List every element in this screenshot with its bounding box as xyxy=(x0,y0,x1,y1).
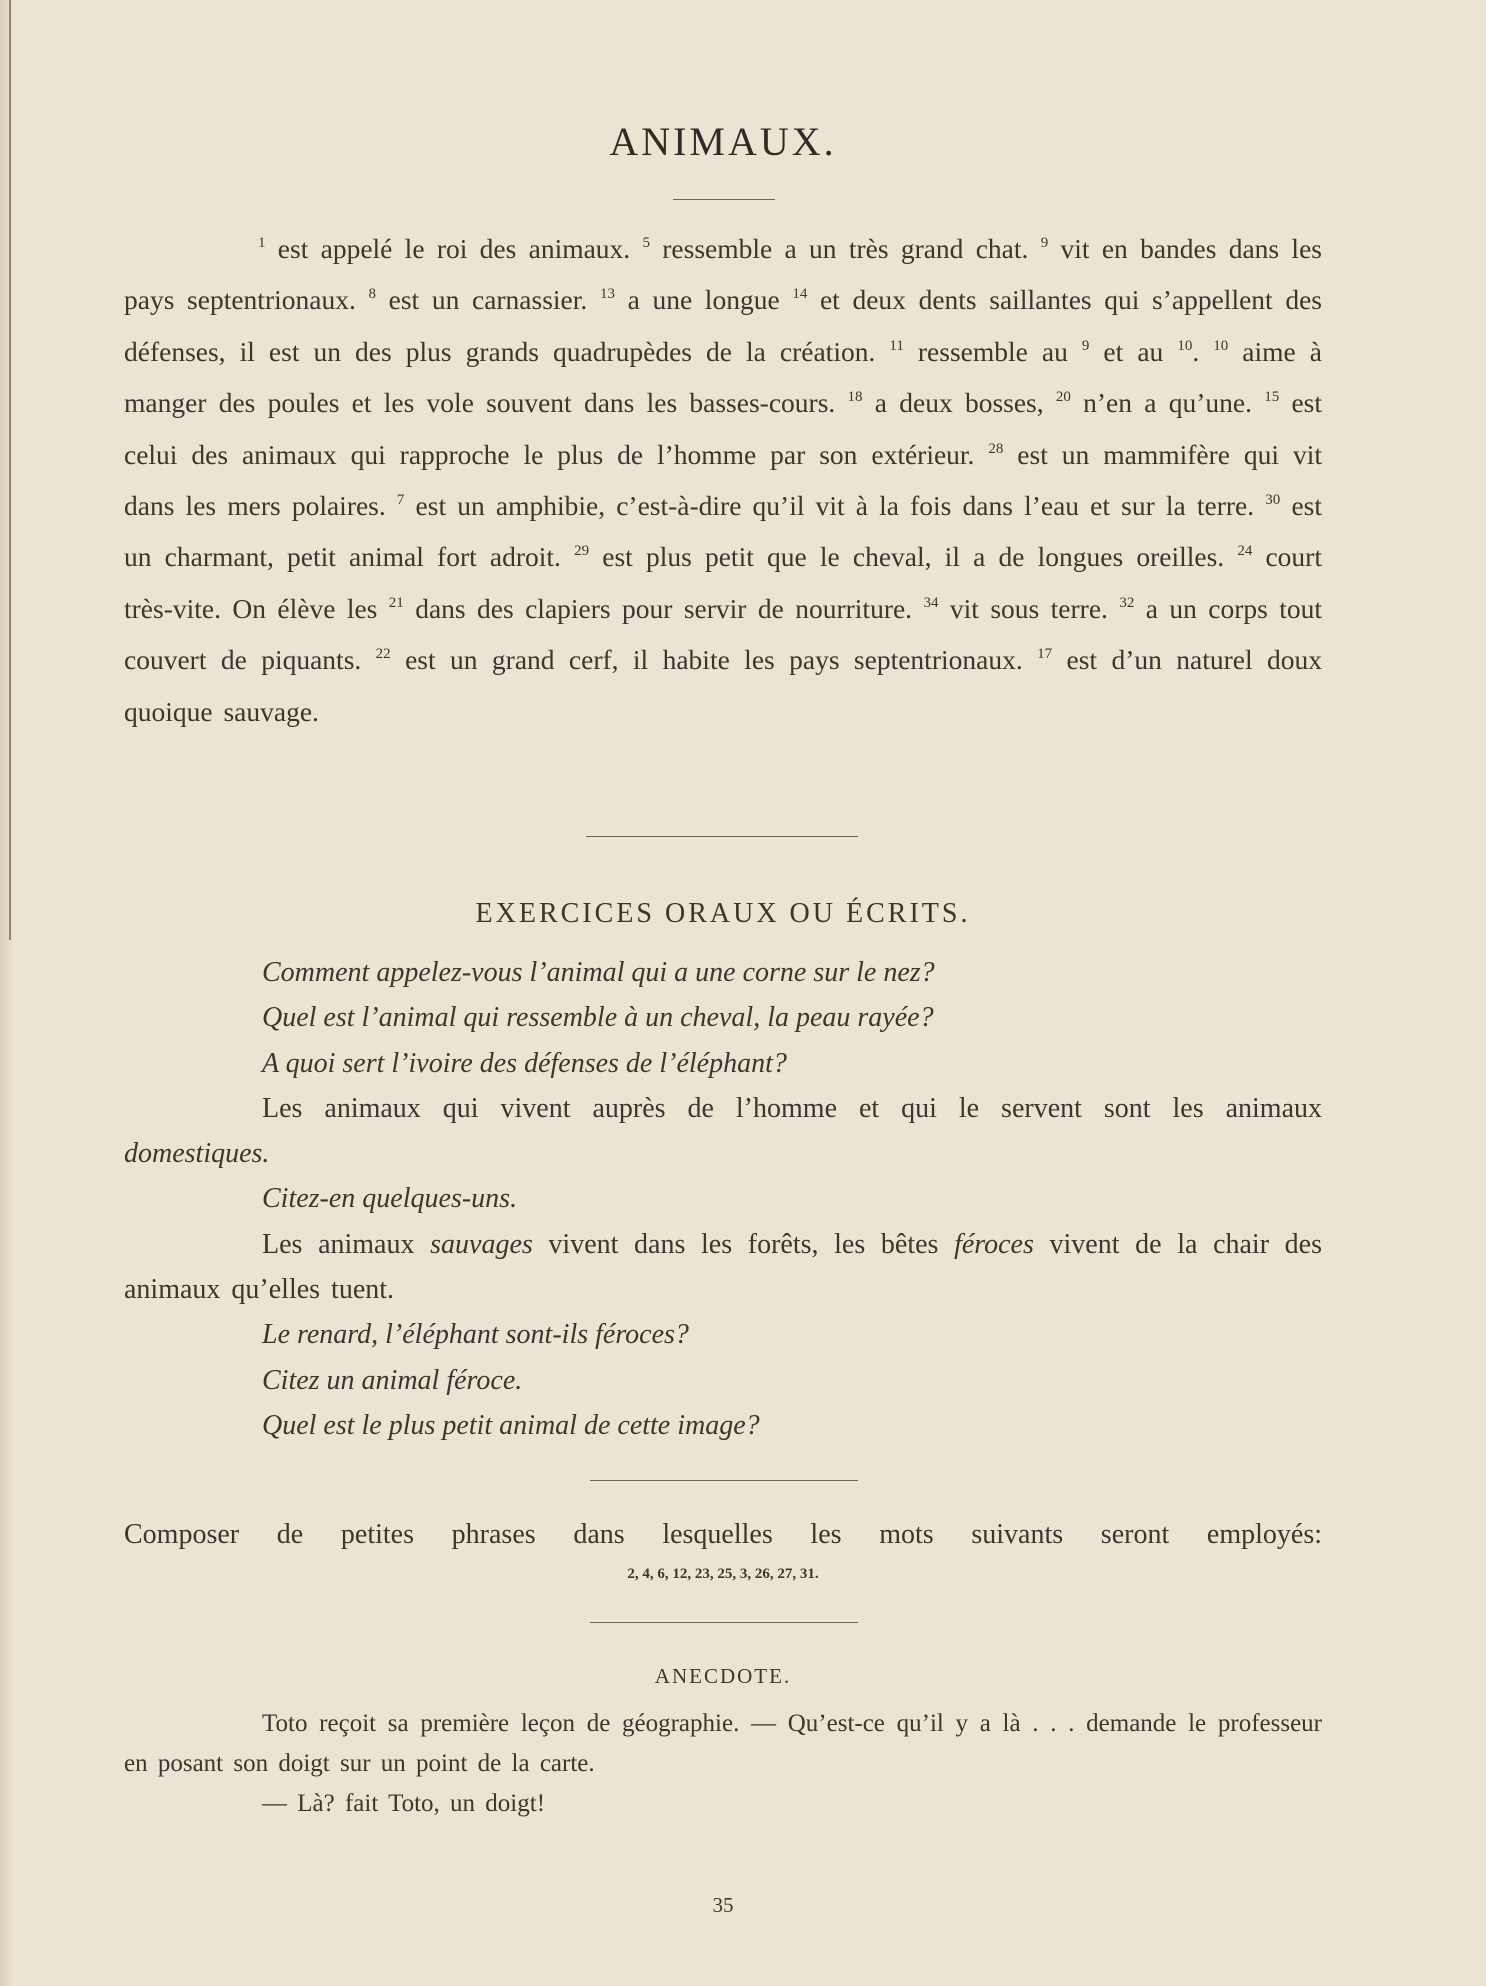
description-text: aime à manger des poules et les vole souvent dans les basses-cours. xyxy=(124,335,1322,419)
reference-number: 22 xyxy=(375,646,391,663)
description-text: ressemble a un très grand chat. xyxy=(649,233,1041,264)
exercise-question: Quel est l’animal qui ressemble à un cheval, la peau rayée? xyxy=(262,1002,934,1034)
description-text: est plus petit que le cheval, il a de longues oreilles. xyxy=(589,541,1238,573)
description-text: . xyxy=(1192,335,1214,367)
exercise-question: Comment appelez-vous l’animal qui a une corne sur le nez? xyxy=(262,957,935,988)
reference-number: 32 xyxy=(1119,594,1135,611)
description-text: est un mammifère qui vit dans les mers polaires. xyxy=(124,438,1322,522)
description-text: n’en a qu’une. xyxy=(1070,387,1265,419)
anecdote-heading: ANECDOTE. xyxy=(654,1664,792,1688)
animal-descriptions xyxy=(124,226,1322,734)
reference-number: 11 xyxy=(889,337,904,354)
reference-number: 18 xyxy=(847,389,863,406)
reference-number: 17 xyxy=(1037,646,1053,663)
exercise-question: A quoi sert l’ivoire des défenses de l’éléphant? xyxy=(262,1047,787,1079)
exercise-question: Quel est le plus petit animal de cette image? xyxy=(262,1409,760,1441)
reference-number: 7 xyxy=(396,492,405,509)
reference-number: 20 xyxy=(1055,389,1071,406)
description-text: est d’un naturel doux quoique sauvage. xyxy=(124,644,1322,727)
reference-number: 15 xyxy=(1264,389,1280,406)
description-text: est appelé le roi des animaux. xyxy=(265,233,643,264)
exercise-question: Citez un animal féroce. xyxy=(262,1364,523,1396)
description-text: est un grand cerf, il habite les pays septentrionaux. xyxy=(390,644,1038,676)
description-text: court très-vite. On élève les xyxy=(124,541,1322,624)
reference-number: 13 xyxy=(599,286,615,303)
reference-number: 10 xyxy=(1213,337,1229,354)
anecdote-section xyxy=(124,1704,1322,1824)
reference-number: 28 xyxy=(988,440,1004,457)
description-text: vit en bandes dans les pays septentrionaux. xyxy=(124,233,1322,316)
description-text: et au xyxy=(1089,335,1178,367)
section-divider xyxy=(590,1480,858,1481)
reference-number: 29 xyxy=(574,543,590,560)
anecdote-paragraph: — Là? fait Toto, un doigt! xyxy=(262,1790,546,1817)
description-text: a deux bosses, xyxy=(862,387,1056,419)
reference-number: 9 xyxy=(1081,337,1090,354)
exercise-question: Citez-en quelques-uns. xyxy=(262,1183,518,1215)
description-text: a une longue xyxy=(614,284,793,316)
anecdote-paragraph: Toto reçoit sa première leçon de géographie. — Qu’est-ce qu’il y a là . . . demande le professeur en posant son doigt sur un point de la carte. xyxy=(124,1710,1322,1777)
reference-number: 9 xyxy=(1040,235,1049,251)
reference-number: 10 xyxy=(1177,337,1193,354)
description-text: a un corps tout couvert de piquants. xyxy=(124,592,1323,676)
main-paragraph xyxy=(124,226,1322,734)
description-text: est un carnassier. xyxy=(375,284,600,316)
compose-instruction: Composer de petites phrases dans lesquelles les mots suivants seront employés: xyxy=(124,1519,1322,1550)
exercises-section xyxy=(124,950,1322,1448)
page-title: ANIMAUX. xyxy=(609,119,837,164)
reference-number: 34 xyxy=(923,594,939,611)
word-numbers: 2, 4, 6, 12, 23, 25, 3, 26, 27, 31. xyxy=(627,1566,819,1582)
exercises-heading: EXERCICES ORAUX OU ÉCRITS. xyxy=(475,898,971,929)
exercise-paragraph: Les animaux qui vivent auprès de l’homme et qui le servent sont les animaux domestiques. xyxy=(124,1092,1322,1170)
reference-number: 1 xyxy=(258,235,266,251)
exercise-paragraph: Les animaux sauvages vivent dans les forêts, les bêtes féroces vivent de la chair des animaux qu’elles tuent. xyxy=(124,1228,1322,1306)
exercise-question: Le renard, l’éléphant sont-ils féroces? xyxy=(262,1319,689,1351)
reference-number: 14 xyxy=(792,286,808,303)
page-number: 35 xyxy=(712,1893,734,1917)
description-text: et deux dents saillantes qui s’appellent des défenses, il est un des plus grands quadrupèdes de la création. xyxy=(124,284,1322,367)
reference-number: 5 xyxy=(642,235,650,251)
description-text: dans des clapiers pour servir de nourriture. xyxy=(403,592,924,624)
section-divider xyxy=(590,1622,858,1623)
reference-number: 8 xyxy=(368,286,376,303)
description-text: ressemble au xyxy=(903,335,1082,367)
title-divider xyxy=(673,199,775,200)
page-binding-edge xyxy=(0,0,14,1986)
reference-number: 21 xyxy=(388,594,404,611)
reference-number: 24 xyxy=(1237,543,1253,560)
reference-number: 30 xyxy=(1265,492,1281,509)
description-text: vit sous terre. xyxy=(938,592,1120,624)
description-text: est un charmant, petit animal fort adroit. xyxy=(124,490,1322,573)
section-divider xyxy=(586,836,858,837)
description-text: est un amphibie, c’est-à-dire qu’il vit à la fois dans l’eau et sur la terre. xyxy=(404,490,1266,522)
description-text: est celui des animaux qui rapproche le plus de l’homme par son extérieur. xyxy=(124,387,1323,470)
